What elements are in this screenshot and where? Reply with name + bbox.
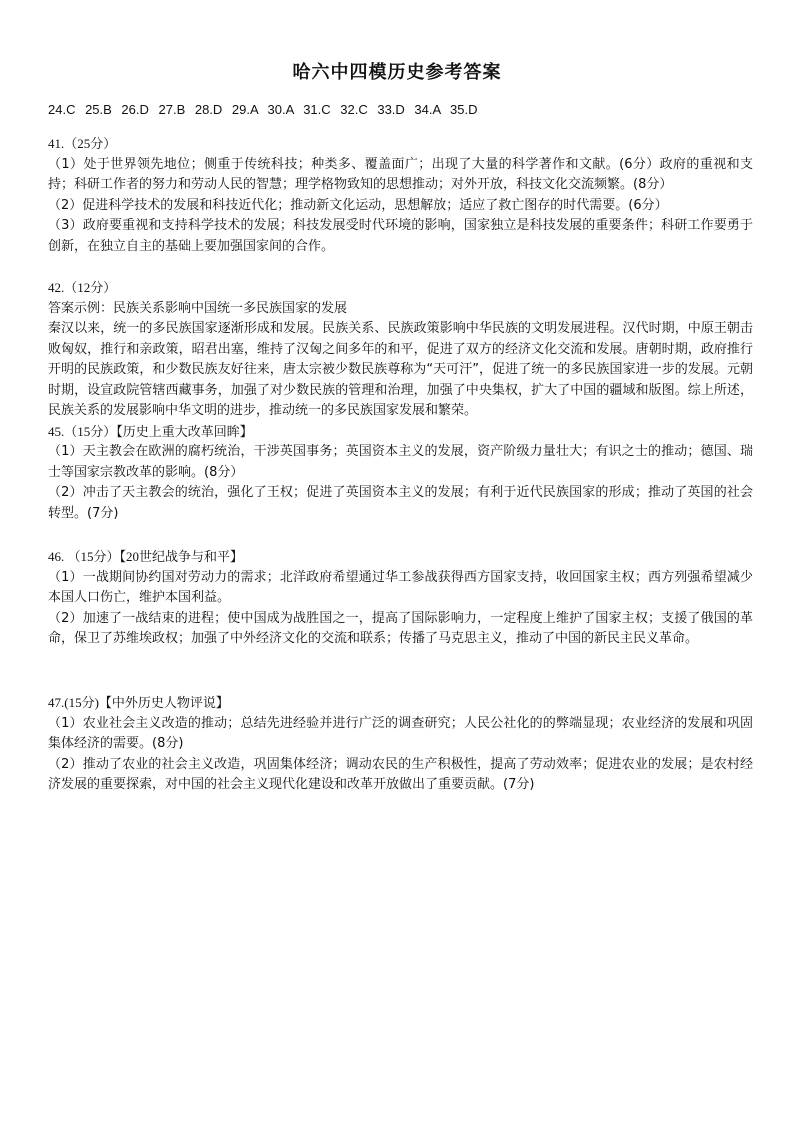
question-46-part-1: （1）一战期间协约国对劳动力的需求；北洋政府希望通过华工参战获得西方国家支持，收回国家主权；西方列强希望减少本国人口伤亡，维护本国利益。 <box>48 569 753 605</box>
question-46-header: 46. （15分）【20世纪战争与和平】 <box>48 549 244 564</box>
question-42-essay: 秦汉以来，统一的多民族国家逐渐形成和发展。民族关系、民族政策影响中华民族的文明发展进程。汉代时期，中原王朝击败匈奴，推行和亲政策，昭君出塞，维持了汉匈之间多年的和平，促进了双方的经济文化交流和发展。唐朝时期，政府推行开明的民族政策，和少数民族友好往来，唐太宗被少数民族尊称为“天可汗”，促进了统一的多民族国家进一步的发展。元朝时期，设宣政院管辖西藏事务，加强了对少数民族的管理和治理，加强了中央集权，扩大了中国的疆域和版图。综上所述，民族关系的发展影响中华文明的进步，推动统一的多民族国家发展和繁荣。 <box>48 321 753 418</box>
question-47-part-2: （2）推动了农业的社会主义改造，巩固集体经济；调动农民的生产积极性，提高了劳动效率；促进农业的发展；是农村经济发展的重要探索，对中国的社会主义现代化建设和改革开放做出了重要贡献。(7分) <box>48 756 753 792</box>
question-47-part-1: （1）农业社会主义改造的推动；总结先进经验并进行广泛的调查研究；人民公社化的的弊端显现；农业经济的发展和巩固集体经济的需要。(8分) <box>48 715 753 751</box>
question-41-part-3: （3）政府要重视和支持科学技术的发展；科技发展受时代环境的影响，国家独立是科技发展的重要条件；科研工作要勇于创新，在独立自主的基础上要加强国家间的合作。 <box>48 218 753 254</box>
page-title: 哈六中四模历史参考答案 <box>292 62 502 83</box>
question-41-section <box>48 134 753 257</box>
question-42-example-title: 答案示例：民族关系影响中国统一多民族国家的发展 <box>48 300 348 316</box>
question-41-part-1: （1）处于世界领先地位；侧重于传统科技；种类多、覆盖面广；出现了大量的科学著作和文献。(6分）政府的重视和支持；科研工作者的努力和劳动人民的智慧；理学格物致知的思想推动；对外开放，科技文化交流频繁。(8分） <box>48 156 753 192</box>
question-47-header: 47.(15分)【中外历史人物评说】 <box>48 695 229 710</box>
question-41-header: 41.（25分） <box>48 136 117 151</box>
question-45-part-2: （2）冲击了天主教会的统治，强化了王权；促进了英国资本主义的发展；有利于近代民族国家的形成；推动了英国的社会转型。(7分) <box>48 485 753 521</box>
multiple-choice-answers: 24.C 25.B 26.D 27.B 28.D 29.A 30.A 31.C 32.C 33.D 34.A 35.D <box>48 102 478 117</box>
question-42-section <box>48 278 753 524</box>
question-41-part-2: （2）促进科学技术的发展和科技近代化；推动新文化运动，思想解放；适应了救亡图存的时代需要。(6分） <box>48 197 668 213</box>
question-45-header: 45.（15分）【历史上重大改革回眸】 <box>48 423 253 439</box>
question-47-section <box>48 693 753 796</box>
question-42-header: 42.（12分） <box>48 280 117 295</box>
question-46-section <box>48 547 753 650</box>
question-45-part-1: （1）天主教会在欧洲的腐朽统治，干涉英国事务；英国资本主义的发展，资产阶级力量壮大；有识之士的推动；德国、瑞士等国家宗教改革的影响。(8分） <box>48 444 753 480</box>
question-46-part-2: （2）加速了一战结束的进程；使中国成为战胜国之一，提高了国际影响力，一定程度上维护了国家主权；支援了俄国的革命，保卫了苏维埃政权；加强了中外经济文化的交流和联系；传播了马克思主义，推动了中国的新民主民义革命。 <box>48 610 753 646</box>
